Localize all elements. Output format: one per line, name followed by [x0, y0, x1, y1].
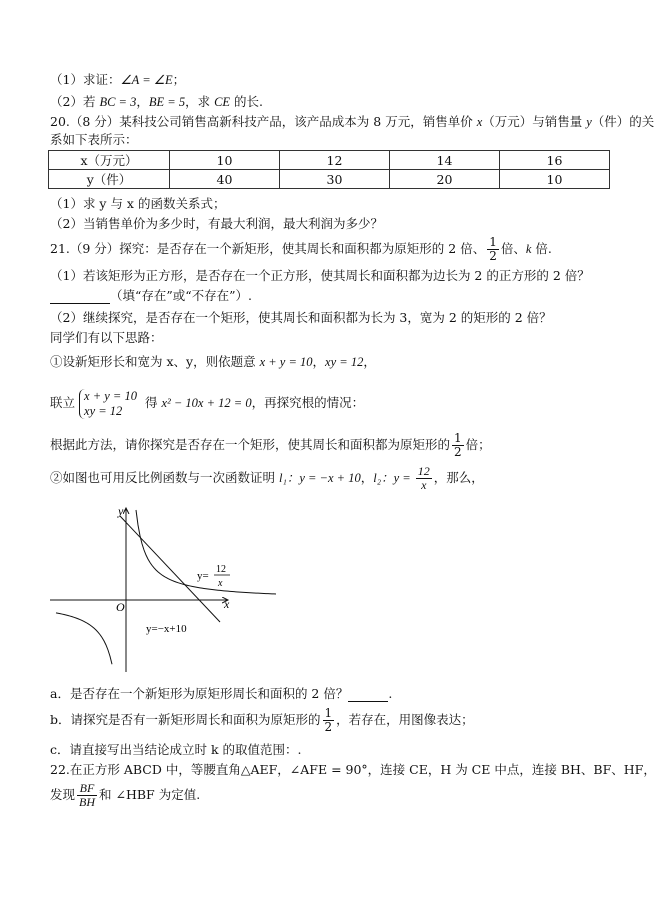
q21-idea2: ②如图也可用反比例函数与一次函数证明 l₁：y = −x + 10，l₂：y = $\frac{12}{x}$ ，那么，	[50, 464, 484, 492]
x-axis-label: x	[224, 597, 230, 611]
table-cell: 40	[170, 170, 280, 189]
hyperbola-label-num: 12	[216, 564, 226, 575]
q19-part2: （2）若 BC = 3，BE = 5，求 CE 的长.	[50, 94, 264, 109]
table-row	[49, 151, 610, 170]
table-cell: 16	[500, 151, 610, 170]
fraction-half: $\frac{1}{2}$	[454, 431, 462, 459]
q22-line1: 22.在正方形 ABCD 中，等腰直角△AEF，∠AFE = 90°，连接 CE，H 为 CE 中点，连接 BH、BF、HF，	[50, 762, 656, 777]
line-label: y=−x+10	[146, 623, 187, 635]
table-header-y: y（件）	[49, 170, 170, 189]
answer-blank[interactable]	[50, 291, 110, 304]
hyperbola-label-den: x	[218, 578, 223, 589]
q20-part1: （1）求 y 与 x 的函数关系式；	[50, 196, 226, 211]
answer-blank[interactable]	[348, 689, 388, 702]
hyperbola-label: y=	[197, 570, 209, 582]
q21-method: 根据此方法，请你探究是否存在一个矩形，使其周长和面积都为原矩形的 $\frac{1}{2}$ 倍；	[50, 431, 491, 459]
fraction-half: $\frac{1}{2}$	[324, 706, 333, 734]
q21-question-c: c．请直接写出当结论成立时 k 的取值范围：.	[50, 742, 302, 757]
q21-part1: （1）若该矩形为正方形，是否存在一个正方形，使其周长和面积都为边长为 2 的正方形的 2 倍？	[50, 268, 590, 283]
table-row	[49, 170, 610, 189]
q20-intro: 20.（8 分）某科技公司销售高新科技产品，该产品成本为 8 万元，销售单价 x（万元）与销售量 y（件）的关	[50, 114, 655, 129]
table-cell: 10	[170, 151, 280, 170]
price-sales-table	[48, 150, 610, 189]
y-axis-label: y	[118, 504, 124, 518]
q21-part1-fill: （填“存在”或“不存在”）.	[50, 288, 252, 304]
q21-idea1: ①设新矩形长和宽为 x、y，则依题意 x + y = 10，xy = 12，	[50, 354, 376, 369]
linear-function-line	[120, 516, 220, 622]
table-header-x: x（万元）	[49, 151, 170, 170]
q21-question-b: b．请探究是否有一新矩形周长和面积为原矩形的 $\frac{1}{2}$ ，若存在，用图像表达；	[50, 706, 474, 734]
q20-intro-line2: 系如下表所示：	[50, 132, 138, 147]
q20-part2: （2）当销售单价为多少时，有最大利润，最大利润为多少？	[50, 216, 383, 231]
table-cell: 12	[280, 151, 390, 170]
equation-system: x + y = 10 xy = 12	[79, 389, 137, 419]
fraction-12-over-x: $\frac{12}{x}$	[417, 464, 430, 492]
fraction-half: $\frac{1}{2}$	[489, 235, 497, 263]
q22-line2: 发现 $\frac{BF}{BH}$ 和 ∠HBF 为定值.	[50, 781, 201, 809]
q21-thoughts: 同学们有以下思路：	[50, 330, 163, 345]
origin-label: O	[116, 600, 125, 614]
q21-system: 联立 x + y = 10 xy = 12 得 x² − 10x + 12 = 0，再探究根的情况：	[50, 388, 365, 418]
table-cell: 14	[390, 151, 500, 170]
function-graph	[50, 500, 240, 675]
q19-part1: （1）求证：∠A = ∠E；	[50, 72, 186, 87]
table-cell: 30	[280, 170, 390, 189]
table-cell: 20	[390, 170, 500, 189]
q21-question-a: a．是否存在一个新矩形为原矩形周长和面积的 2 倍？ .	[50, 686, 393, 701]
q21-part2: （2）继续探究，是否存在一个矩形，使其周长和面积都为长为 3，宽为 2 的矩形的 2 倍？	[50, 310, 552, 325]
hyperbola-branch-q3	[56, 613, 112, 664]
table-cell: 10	[500, 170, 610, 189]
fraction-bf-bh: $\frac{BF}{BH}$	[79, 781, 96, 809]
q21-intro: 21.（9 分）探究：是否存在一个新矩形，使其周长和面积都为原矩形的 2 倍、 $\frac{1}{2}$ 倍、k 倍.	[50, 235, 552, 263]
